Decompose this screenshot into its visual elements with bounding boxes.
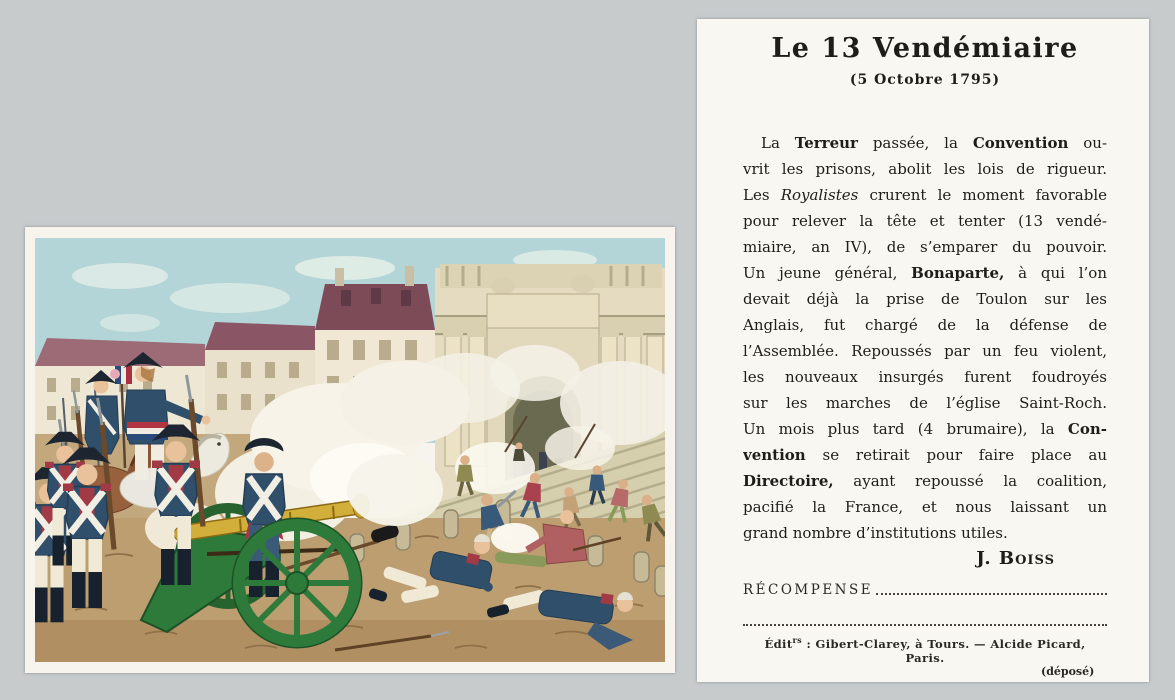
- publisher-prefix: Édit: [764, 636, 793, 651]
- text-line: sur les marches de l’église Saint-Roch.: [743, 394, 1107, 412]
- cannon-front-wheel: [233, 519, 361, 647]
- card-subtitle: (5 Octobre 1795): [849, 72, 1001, 88]
- deposit-notice: (déposé): [1041, 664, 1095, 678]
- text-line: vrit les prisons, abolit les lois de rigueur.: [743, 160, 1107, 178]
- text-line: pacifié la France, et nous laissant un: [743, 498, 1107, 516]
- illustration-card: [25, 227, 675, 673]
- publisher-names: : Gibert-Clarey, à Tours. — Alcide Picard, Paris.: [802, 636, 1086, 665]
- text-line: Un jeune général, Bonaparte, à qui l’on: [743, 264, 1107, 282]
- recompense-label: RÉCOMPENSE: [743, 582, 874, 598]
- recompense-line: [743, 582, 1107, 598]
- text-line: les nouveaux insurgés furent foudroyés: [743, 368, 1107, 386]
- text-line: Un mois plus tard (4 brumaire), la Con-: [743, 420, 1107, 438]
- publisher-superscript: rs: [792, 635, 803, 645]
- text-line: Anglais, fut chargé de la défense de: [743, 316, 1107, 334]
- text-line: l’Assemblée. Repoussés par un feu violent,: [743, 342, 1107, 360]
- text-line: grand nombre d’institutions utiles.: [743, 524, 1008, 542]
- text-line: pour relever la tête et tenter (13 vendé-: [743, 212, 1107, 230]
- text-line: miaire, an IV), de s’emparer du pouvoir.: [743, 238, 1107, 256]
- text-line: Les Royalistes crurent le moment favorable: [743, 186, 1107, 204]
- text-line: devait déjà la prise de Toulon sur les: [743, 290, 1107, 308]
- card-title: Le 13 Vendémiaire: [771, 33, 1079, 64]
- author-signature: J. Boiss: [976, 548, 1055, 569]
- text-card: [697, 19, 1149, 682]
- recompense-dotted-leader: [876, 593, 1107, 595]
- text-line: Directoire, ayant repoussé la coalition,: [743, 472, 1107, 490]
- card-body-paragraph: [743, 130, 1107, 546]
- blank-dotted-line: [743, 624, 1107, 626]
- vendemiaire-battle-illustration: [35, 238, 665, 662]
- text-line: vention se retirait pour faire place au: [743, 446, 1107, 464]
- text-line: La Terreur passée, la Convention ou-: [761, 134, 1107, 152]
- publisher-line: [743, 635, 1107, 665]
